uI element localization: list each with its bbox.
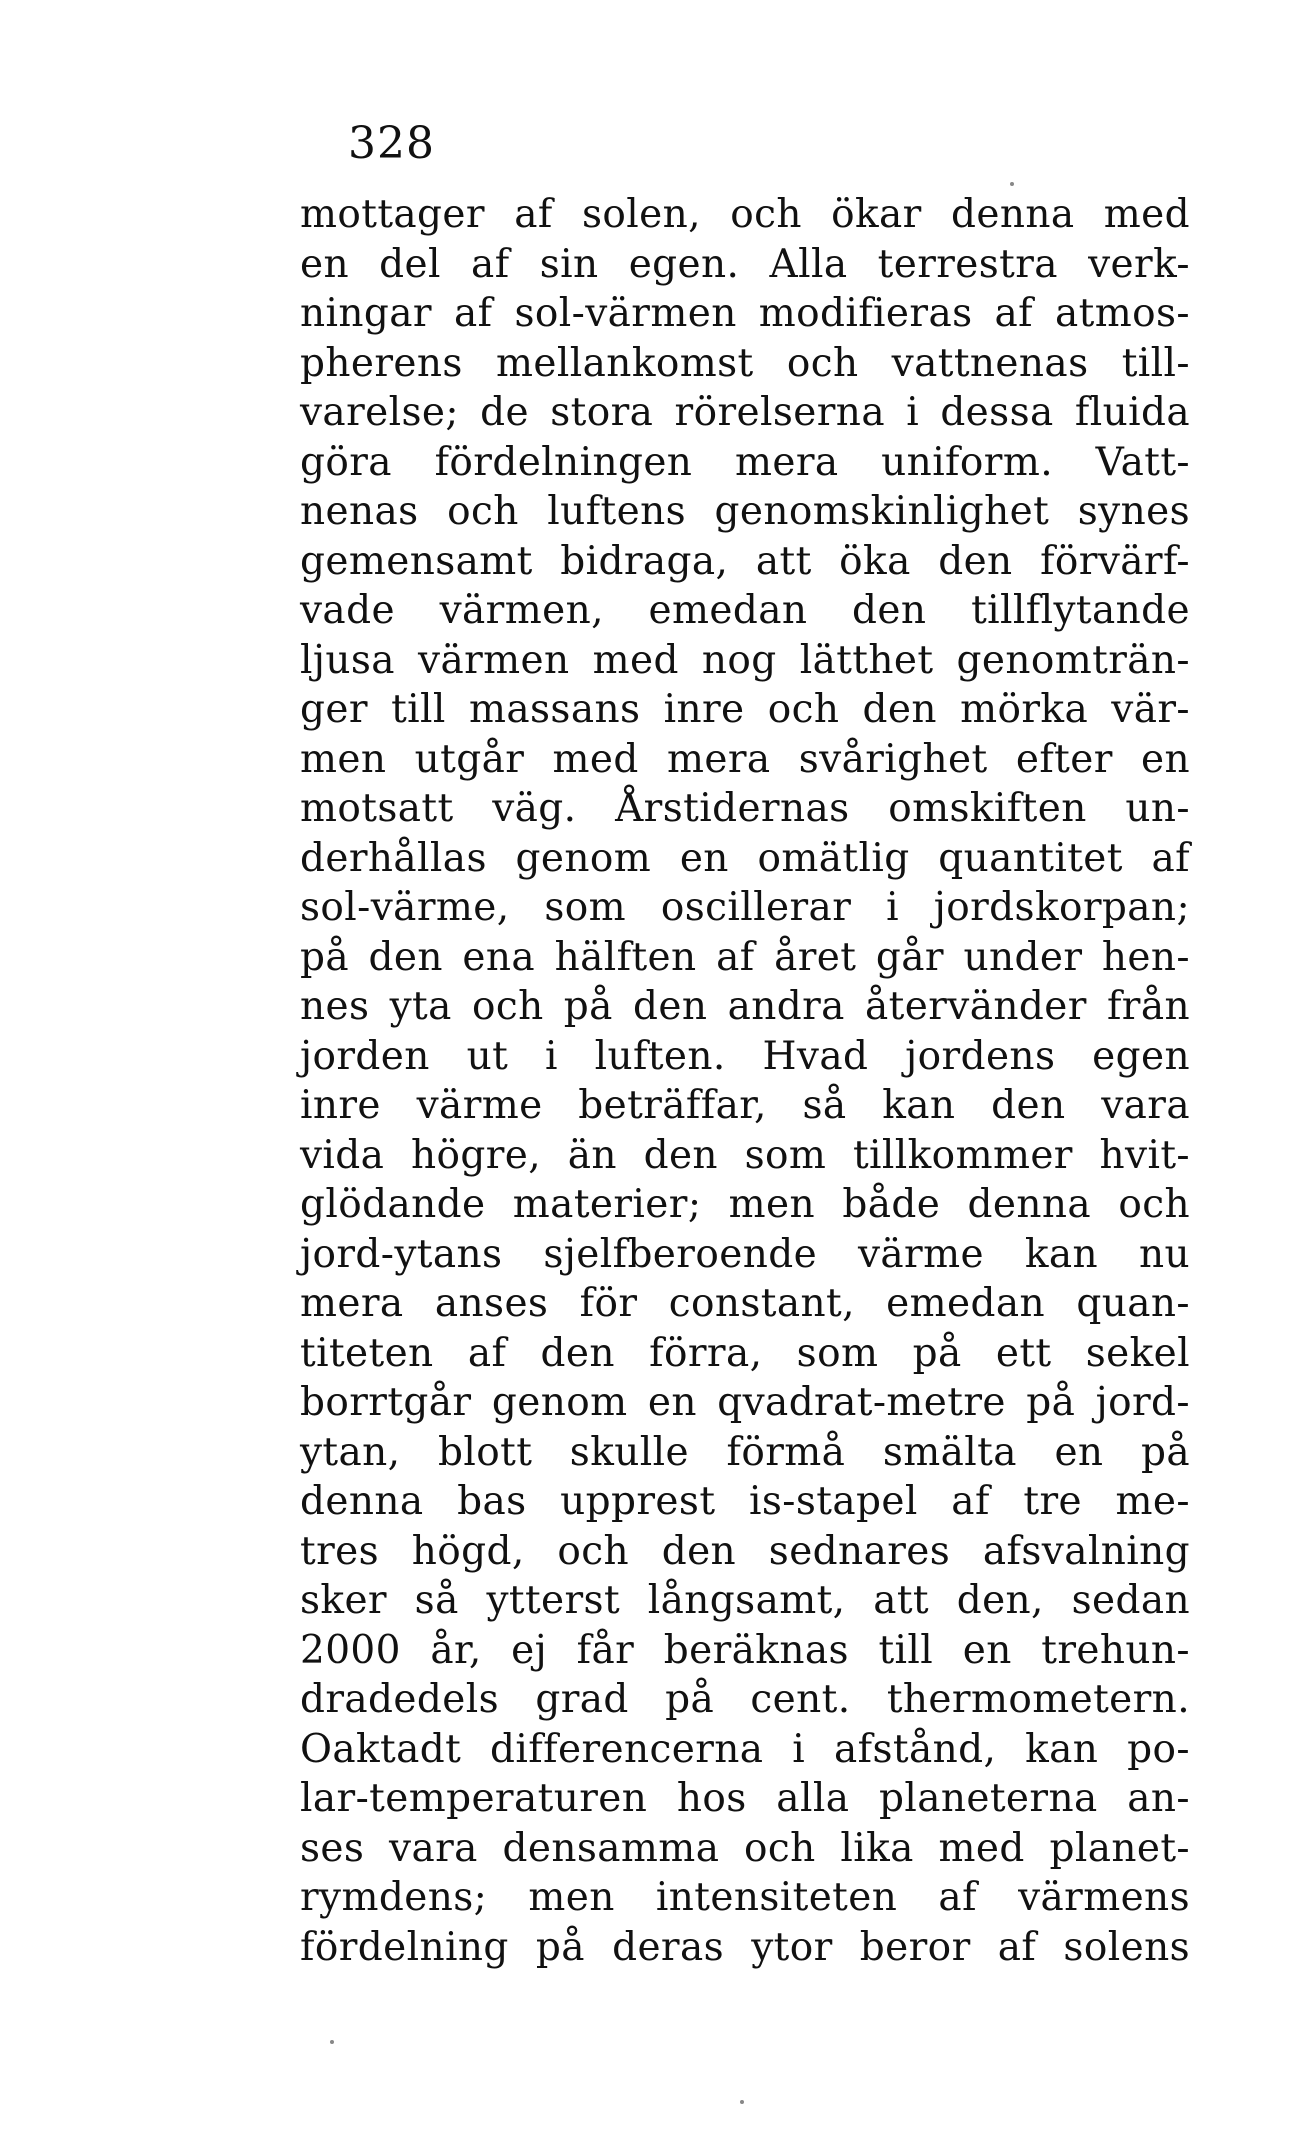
text-line: sol-värme, som oscillerar i jordskorpan; bbox=[300, 885, 1190, 930]
text-line: mottager af solen, och ökar denna med bbox=[300, 192, 1190, 237]
text-line: fördelning på deras ytor beror af solens bbox=[300, 1924, 1190, 1970]
text-line: ytan, blott skulle förmå smälta en på bbox=[300, 1429, 1190, 1475]
text-line: på den ena hälften af året går under hen- bbox=[300, 934, 1190, 980]
text-line: rymdens; men intensiteten af värmens bbox=[300, 1875, 1190, 1920]
text-line: varelse; de stora rörelserna i dessa fluida bbox=[300, 390, 1190, 435]
text-line: lar-temperaturen hos alla planeterna an- bbox=[300, 1776, 1190, 1821]
text-line: gemensamt bidraga, att öka den förvärf- bbox=[300, 538, 1190, 584]
text-line: vida högre, än den som tillkommer hvit- bbox=[300, 1132, 1190, 1178]
text-line: jorden ut i luften. Hvad jordens egen bbox=[300, 1033, 1190, 1079]
print-speck bbox=[330, 2040, 334, 2044]
text-line: en del af sin egen. Alla terrestra verk- bbox=[300, 241, 1190, 287]
text-line: nenas och luftens genomskinlighet synes bbox=[300, 489, 1190, 534]
text-line: mera anses för constant, emedan quan- bbox=[300, 1281, 1190, 1326]
text-line: Oaktadt differencerna i afstånd, kan po- bbox=[300, 1726, 1190, 1772]
text-line: nes yta och på den andra återvänder från bbox=[300, 984, 1190, 1029]
text-line: denna bas upprest is-stapel af tre me- bbox=[300, 1479, 1190, 1524]
text-line: glödande materier; men både denna och bbox=[300, 1182, 1190, 1227]
text-line: derhållas genom en omätlig quantitet af bbox=[300, 835, 1190, 881]
text-line: ger till massans inre och den mörka vär- bbox=[300, 687, 1190, 732]
print-speck bbox=[740, 2100, 744, 2104]
text-line: ljusa värmen med nog lätthet genomträn- bbox=[300, 637, 1190, 683]
text-line: jord-ytans sjelfberoende värme kan nu bbox=[300, 1231, 1190, 1277]
text-line: titeten af den förra, som på ett sekel bbox=[300, 1330, 1190, 1376]
body-text bbox=[300, 190, 1190, 1972]
text-line: motsatt väg. Årstidernas omskiften un- bbox=[300, 786, 1190, 831]
text-line: tres högd, och den sednares afsvalning bbox=[300, 1528, 1190, 1574]
text-line: inre värme beträffar, så kan den vara bbox=[300, 1083, 1190, 1128]
page-number: 328 bbox=[348, 118, 435, 169]
text-line: ses vara densamma och lika med planet- bbox=[300, 1825, 1190, 1871]
text-line: borrtgår genom en qvadrat-metre på jord- bbox=[300, 1380, 1190, 1425]
text-line: pherens mellankomst och vattnenas till- bbox=[300, 340, 1190, 386]
text-line: 2000 år, ej får beräknas till en trehun- bbox=[300, 1627, 1190, 1673]
text-line: göra fördelningen mera uniform. Vatt- bbox=[300, 439, 1190, 485]
text-line: sker så ytterst långsamt, att den, sedan bbox=[300, 1578, 1190, 1623]
text-line: ningar af sol-värmen modifieras af atmos- bbox=[300, 291, 1190, 336]
print-speck bbox=[1010, 182, 1014, 186]
text-line: men utgår med mera svårighet efter en bbox=[300, 736, 1190, 782]
text-line: vade värmen, emedan den tillflytande bbox=[300, 588, 1190, 633]
text-line: dradedels grad på cent. thermometern. bbox=[300, 1677, 1190, 1722]
